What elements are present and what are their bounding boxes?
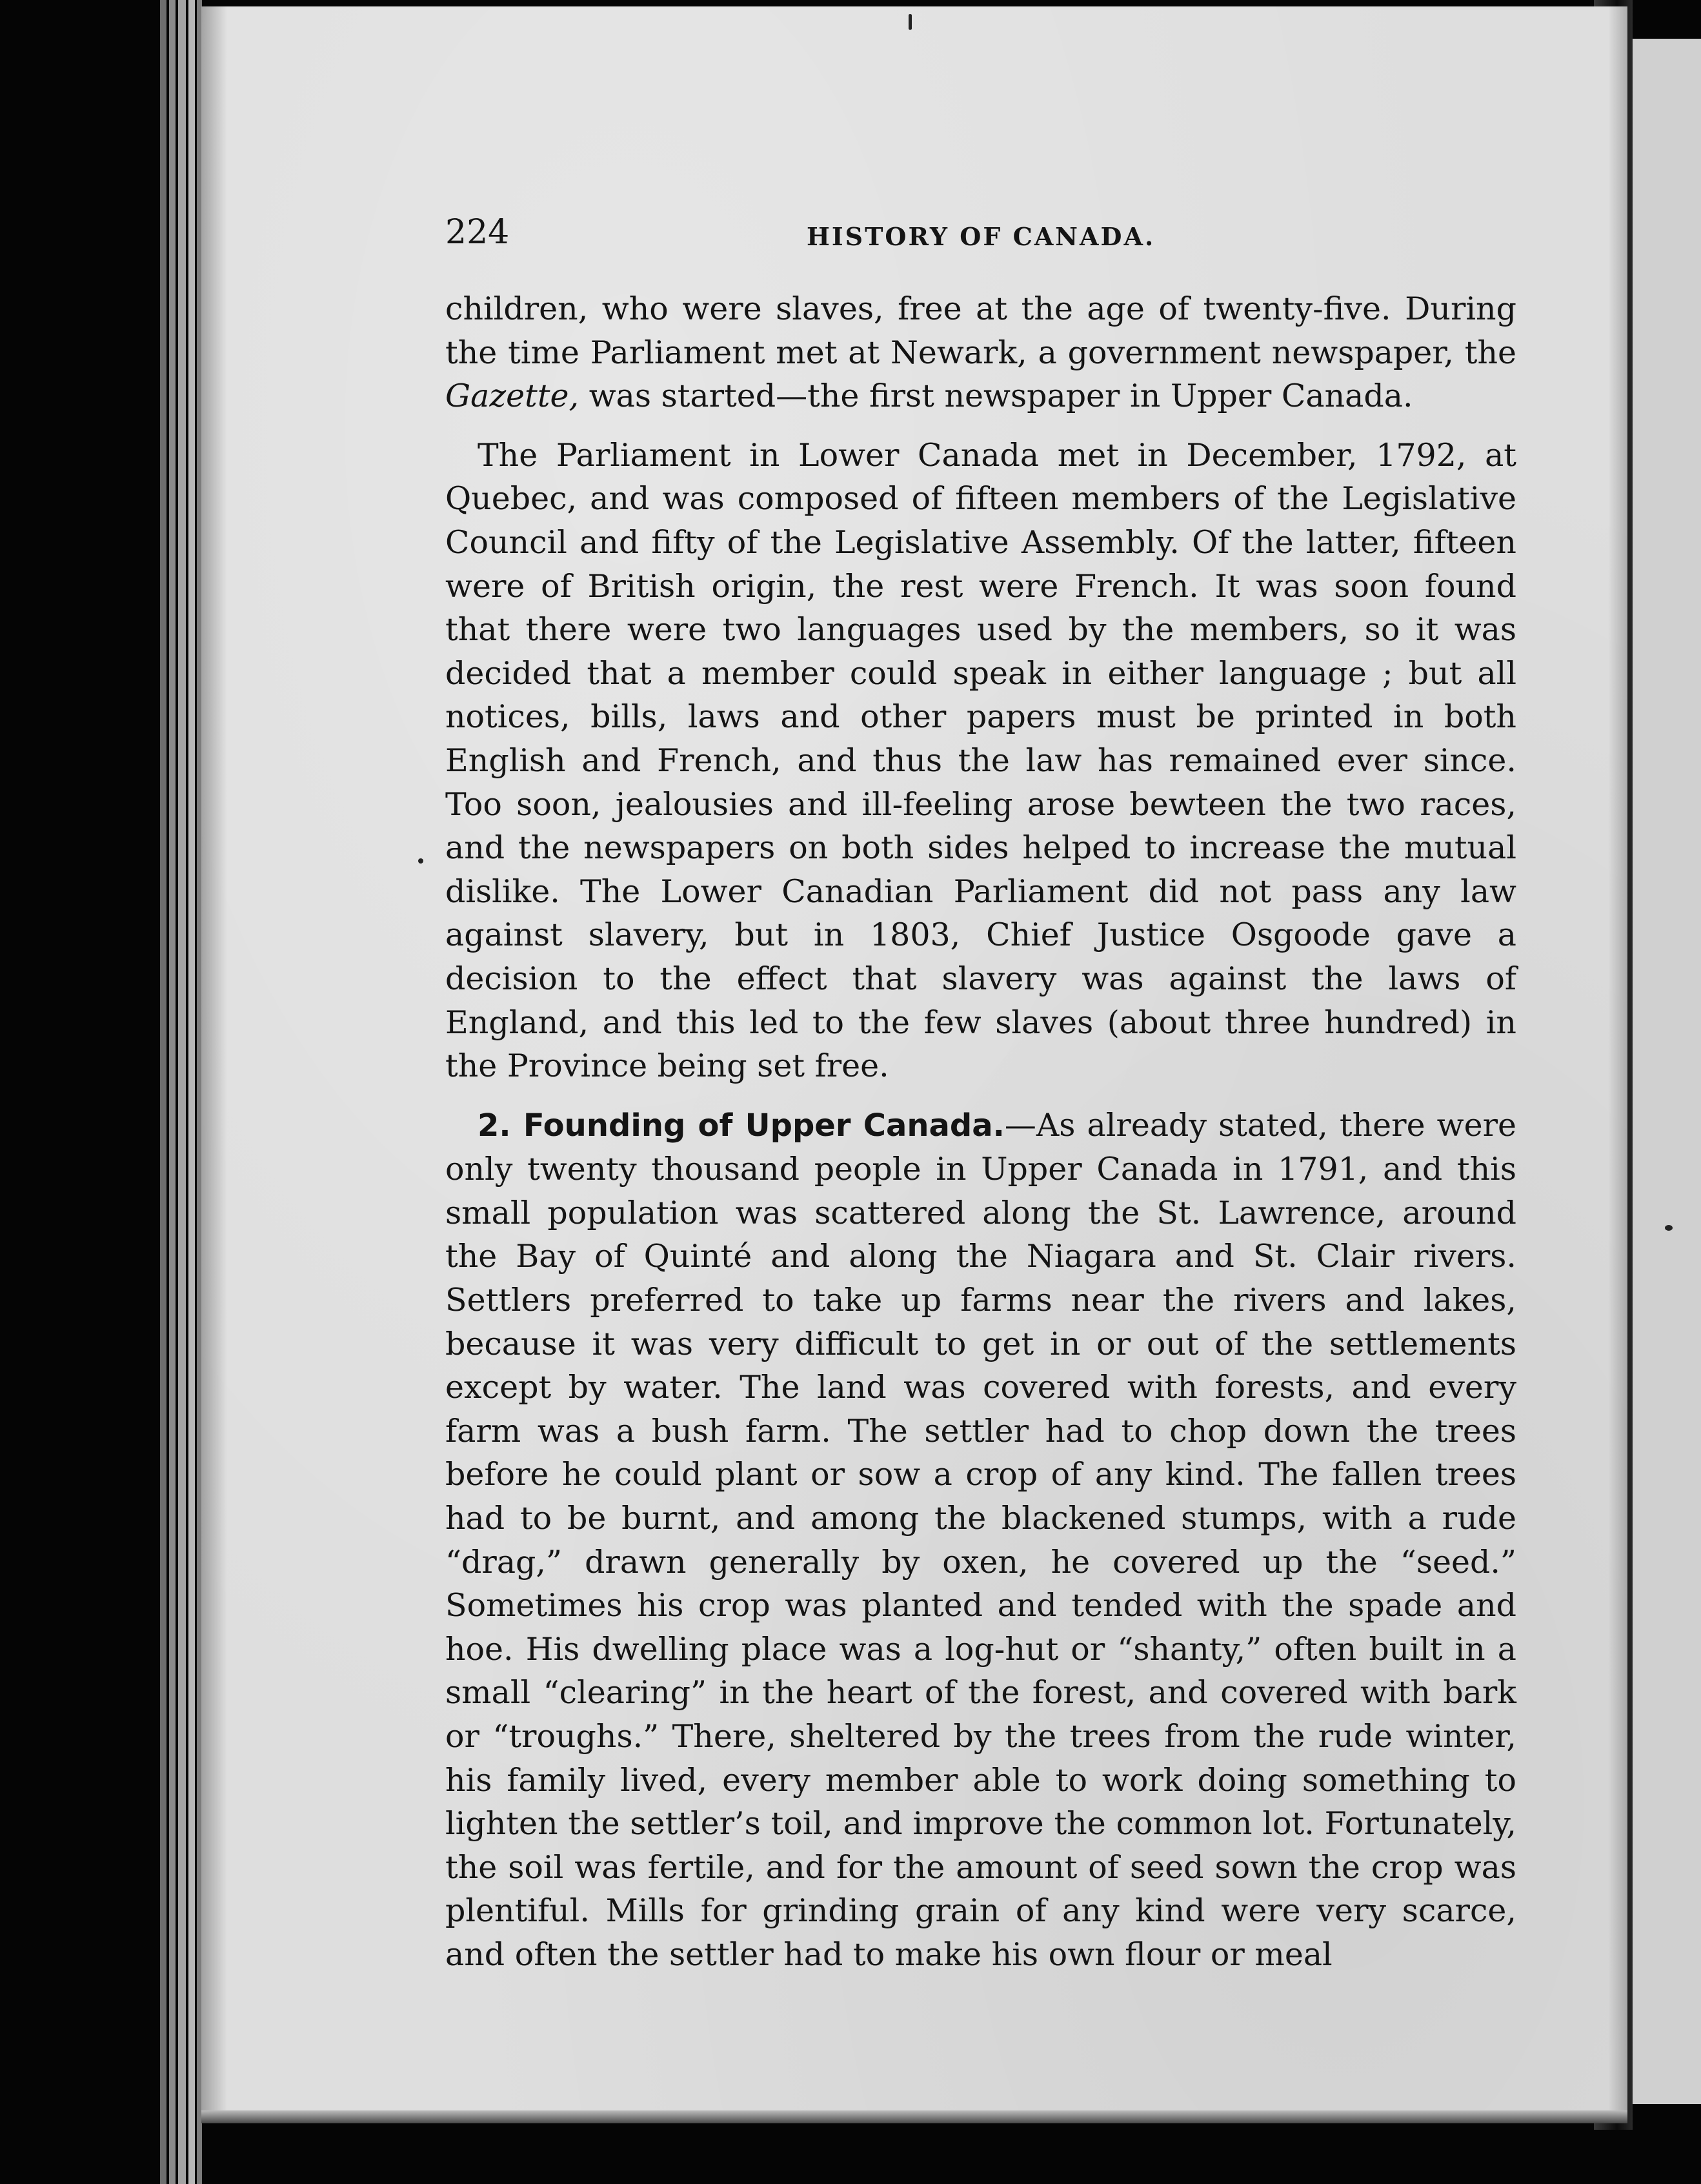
page-shadow xyxy=(1608,6,1627,2120)
page-edge xyxy=(188,0,195,2184)
paragraph-text: —As already stated, there were only twenty thousand people in Upper Canada in 1791, and this small population was scattered along the St. Lawrence, around the Bay of Quinté and along the Niagara and St. Clair rivers. Settlers preferred to take up farms near the rivers and lakes, because it was very difficult to get in or out of the settlements except by water. The land was covered with forests, and every farm was a bush farm. The settler had to chop down the trees before he could plant or sow a crop of any kind. The fallen trees had to be burnt, and among the blackened stumps, with a rude “drag,” drawn generally by oxen, he covered up the “seed.” Sometimes his crop was planted and tended with the spade and hoe. His dwelling place was a log-hut or “shanty,” often built in a small “clearing” in the heart of the forest, and covered with bark or “troughs.” There, sheltered by the trees from the rude winter, his family lived, every member able to work doing something to lighten the settler’s toil, and improve the common lot. Fortunately, the soil was fertile, and for the amount of seed sown the crop was plentiful. Mills for grinding grain of any kind were very scarce, and often the settler had to make his own flour or meal xyxy=(445,1106,1516,1973)
running-title: HISTORY OF CANADA. xyxy=(807,222,1156,251)
scan-speck xyxy=(1665,1225,1673,1231)
facing-page-edge xyxy=(1626,39,1701,2104)
page-edge xyxy=(169,0,176,2184)
page-edge xyxy=(160,0,166,2184)
page-shadow xyxy=(201,6,227,2120)
paragraph: The Parliament in Lower Canada met in December, 1792, at Quebec, and was composed of fifteen members of the Legislative Council and fifty of the Legislative Assembly. Of the latter, fifteen were of British origin, the rest were French. It was soon found that there were two languages used by the members, so it was decided that a member could speak in either language ; but all notices, bills, laws and other papers must be printed in both English and French, and thus the law has remained ever since. Too soon, jealousies and ill-feeling arose bewteen the two races, and the newspapers on both sides helped to increase the mutual dislike. The Lower Canadian Parliament did not pass any law against slavery, but in 1803, Chief Justice Osgoode gave a decision to the effect that slavery was against the laws of England, and this led to the few slaves (about three hundred) in the Province being set free. xyxy=(445,436,1516,1085)
body-text xyxy=(445,287,1516,1977)
page-edge xyxy=(178,0,186,2184)
paragraph-text: children, who were slaves, free at the age of twenty-five. During the time Parliament met at Newark, a government newspaper, the xyxy=(445,290,1516,371)
scan-speck xyxy=(418,858,423,864)
page-number: 224 xyxy=(445,213,510,252)
paragraph-text: was started—the first newspaper in Upper Canada. xyxy=(579,378,1413,415)
page-bottom-edge xyxy=(201,2110,1627,2123)
scan-speck xyxy=(909,14,912,30)
running-head xyxy=(445,213,1516,265)
paragraph xyxy=(445,287,1516,418)
paragraph xyxy=(445,1104,1516,1977)
newspaper-title: Gazette, xyxy=(445,378,579,415)
section-heading: 2. Founding of Upper Canada. xyxy=(478,1107,1005,1144)
